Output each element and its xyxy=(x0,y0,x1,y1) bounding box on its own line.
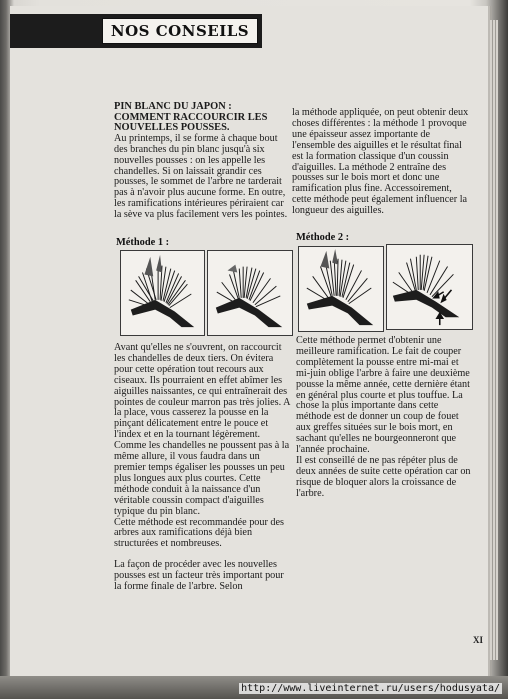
article-heading-line: COMMENT RACCOURCIR LES xyxy=(114,111,268,123)
section-title: NOS CONSEILS xyxy=(102,18,258,44)
right-intro-paragraph: la méthode appliquée, on peut obtenir deux choses différentes : la méthode 1 provoque une épaisseur assez importante de l'ensemble des aiguilles et le résultat final est la formation classique d'un coussin d'aiguilles. La méthode 2 entraîne des pousses sur le bois mort et donc une ramification plus fine. Accessoirement, cette méthode peut également influencer la longueur des aiguilles. xyxy=(292,107,469,217)
article-heading-line: PIN BLANC DU JAPON : xyxy=(114,101,232,112)
method1-closing: La façon de procéder avec les nouvelles pousses est un facteur très important pour la forme finale de l'arbre. Selon xyxy=(114,559,284,593)
pine-branch-icon xyxy=(387,245,472,329)
page-number: XI xyxy=(473,635,484,645)
article-heading-line: NOUVELLES POUSSES. xyxy=(114,122,230,134)
pine-candles-illustration xyxy=(298,246,384,332)
method2-paragraph: Cette méthode permet d'obtenir une meilleure ramification. Le fait de couper complètement la pousse entre mi-mai et mi-juin oblige l'arbre à faire une deuxième pousse la même année, cette dernière étant en général plus courte et plus touffue. La chose la plus importante dans cette méthode est de donner un coup de fouet aux greffes situées sur le bois mort, en sachant qu'elles ne bourgeonneront que l'année prochaine. xyxy=(296,335,470,456)
pine-branch-icon xyxy=(208,251,292,335)
method1-paragraph: Avant qu'elles ne s'ouvrent, on raccourcit les chandelles de deux tiers. On évitera pour cette opération tout recours aux ciseaux. Ils pourraient en effet abîmer les aiguilles naissantes, ce qui entraînerait des pointes de couleur marron pas très jolies. A la place, vous casserez la pousse en la pinçant délicatement entre le pouce et l'index et en la tournant légèrement. Comme les chandelles ne poussent pas à la même allure, il vous faudra dans un premier temps égaliser les pousses un peu plus longues aux plus courtes. Cette méthode conduit à la naissance d'un véritable coussin compact d'aiguilles typique du pin blanc. xyxy=(114,342,290,517)
pine-branch-icon xyxy=(299,247,383,331)
method2-label: Méthode 2 : xyxy=(296,232,350,243)
method1-label: Méthode 1 : xyxy=(116,237,170,248)
pine-cut-arrows-illustration xyxy=(386,244,473,330)
magazine-page xyxy=(10,6,488,676)
method2-advice: Il est conseillé de ne pas répéter plus de deux années de suite cette opération car on risque de bloquer alors la croissance de l'arbre. xyxy=(296,454,471,499)
intro-paragraph: Au printemps, il se forme à chaque bout des branches du pin blanc jusqu'à six nouvelles pousses : on les appelle les chandelles. Si on laissait grandir ces pousses, le sommet de l'arbre ne tarderait pas à n'avoir plus aucune forme. En outre, les ramifications intérieures périraient car la sève va plus facilement vers les pointes. xyxy=(114,132,288,221)
method1-column xyxy=(114,343,292,593)
article-heading xyxy=(114,102,290,134)
pine-pinched-illustration xyxy=(207,250,293,336)
article-intro-column xyxy=(114,102,290,221)
pine-candles-illustration xyxy=(120,250,205,336)
method1-recommendation: Cette méthode est recommandée pour des arbres aux ramifications déjà bien structurées et nombreuses. xyxy=(114,516,285,550)
url-watermark: http://www.liveinternet.ru/users/hodusyata/ xyxy=(241,683,500,694)
article-right-intro-column xyxy=(292,108,472,217)
method2-column xyxy=(296,336,472,500)
pine-branch-icon xyxy=(121,251,204,335)
